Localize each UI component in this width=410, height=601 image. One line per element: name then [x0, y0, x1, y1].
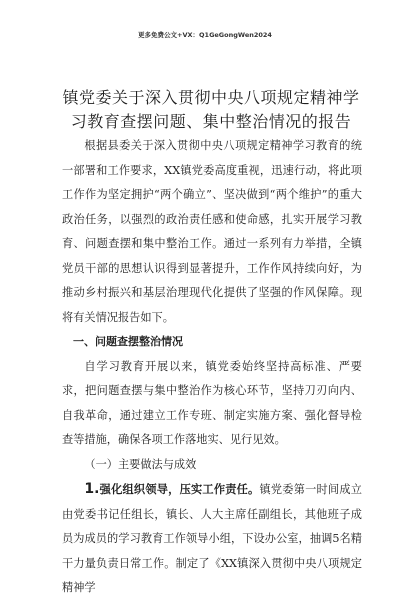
- section-heading-1: 一、问题查摆整治情况: [73, 335, 183, 348]
- intro-paragraph: 根据县委关于深入贯彻中央八项规定精神学习教育的统一部署和工作要求，XX镇党委高度重视，迅速行动，将此项工作作为坚定拥护“两个确立”、坚决做到“两个维护”的重大政治任务，以强烈的政治责任感和使命感，扎实开展学习教育、问题查摆和集中整治工作。通过一系列有力举措，全镇党员干部的思想认识得到显著提升，工作作风持续向好，为推动乡村振兴和基层治理现代化提供了坚强的作风保障。现将有关情况报告如下。: [62, 139, 362, 324]
- item-1-lead: 强化组织领导，压实工作责任。: [99, 483, 260, 496]
- item-1-number: 1.: [84, 481, 100, 497]
- document-body: [62, 134, 362, 601]
- item-1-text: 镇党委第一时间成立由党委书记任组长，镇长、人大主席任副组长，其他班子成员为成员的学习教育工作领导小组，下设办公室，抽调5名精干力量负责日常工作。制定了《XX镇深入贯彻中央八项规定精神学: [62, 483, 362, 594]
- document-title: 镇党委关于深入贯彻中央八项规定精神学习教育查摆问题、集中整治情况的报告: [62, 88, 360, 131]
- watermark-text: 更多免费公文+VX：Q1GeGongWen2024: [138, 31, 272, 39]
- section-1-paragraph: 自学习教育开展以来，镇党委始终坚持高标准、严要求，把问题查摆与集中整治作为核心环节，坚持刀刃向内、自我革命，通过建立工作专班、制定实施方案、强化督导检查等措施，确保各项工作落地实、见行见效。: [62, 359, 362, 446]
- subsection-heading-1: （一）主要做法与成效: [84, 457, 197, 471]
- item-1-paragraph: [62, 477, 362, 601]
